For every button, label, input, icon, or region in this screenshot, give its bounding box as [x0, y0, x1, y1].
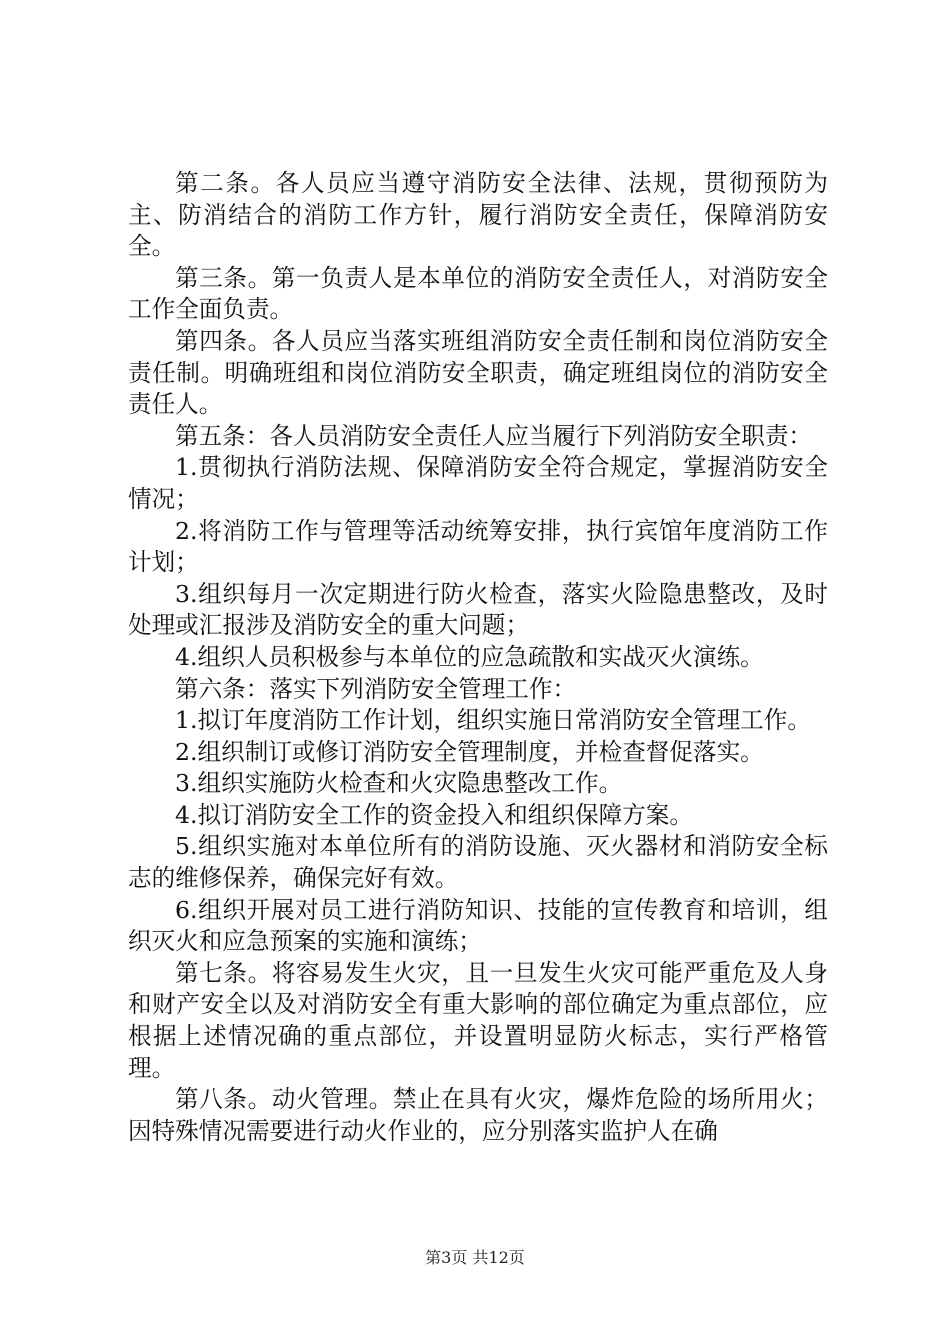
page-number-footer: 第3页 共12页 [425, 1248, 525, 1267]
document-body [128, 168, 828, 1147]
list-item-article-5-3: 3.组织每月一次定期进行防火检查，落实火险隐患整改，及时处理或汇报涉及消防安全的重大问题； [128, 579, 828, 640]
list-item-article-5-1: 1.贯彻执行消防法规、保障消防安全符合规定，掌握消防安全情况； [128, 453, 828, 513]
list-item-article-6-3: 3.组织实施防火检查和火灾隐患整改工作。 [175, 769, 623, 798]
paragraph-article-2: 第二条。各人员应当遵守消防安全法律、法规，贯彻预防为主、防消结合的消防工作方针，履行消防安全责任，保障消防安全。 [128, 169, 828, 261]
list-item-article-5-2: 2.将消防工作与管理等活动统筹安排，执行宾馆年度消防工作计划； [128, 516, 828, 577]
list-item-article-5-4: 4.组织人员积极参与本单位的应急疏散和实战灭火演练。 [175, 642, 764, 671]
paragraph-article-4: 第四条。各人员应当落实班组消防安全责任制和岗位消防安全责任制。明确班组和岗位消防安全职责，确定班组岗位的消防安全责任人。 [128, 326, 828, 419]
list-item-article-6-4: 4.拟订消防安全工作的资金投入和组织保障方案。 [175, 800, 693, 829]
list-item-article-6-2: 2.组织制订或修订消防安全管理制度，并检查督促落实。 [175, 737, 764, 766]
list-item-article-6-1: 1.拟订年度消防工作计划，组织实施日常消防安全管理工作。 [175, 706, 811, 735]
paragraph-article-8: 第八条。动火管理。禁止在具有火灾，爆炸危险的场所用火；因特殊情况需要进行动火作业的，应分别落实监护人在确 [128, 1085, 828, 1145]
paragraph-article-7: 第七条。将容易发生火灾，且一旦发生火灾可能严重危及人身和财产安全以及对消防安全有重大影响的部位确定为重点部位，应根据上述情况确的重点部位，并设置明显防火标志，实行严格管理。 [128, 958, 828, 1082]
list-item-article-6-5: 5.组织实施对本单位所有的消防设施、灭火器材和消防安全标志的维修保养，确保完好有效。 [128, 832, 828, 893]
paragraph-article-3: 第三条。第一负责人是本单位的消防安全责任人，对消防安全工作全面负责。 [128, 263, 828, 324]
list-item-article-6-6: 6.组织开展对员工进行消防知识、技能的宣传教育和培训，组织灭火和应急预案的实施和演练； [128, 895, 828, 956]
paragraph-article-5: 第五条：各人员消防安全责任人应当履行下列消防安全职责： [175, 421, 813, 450]
paragraph-article-6: 第六条：落实下列消防安全管理工作： [175, 674, 577, 703]
